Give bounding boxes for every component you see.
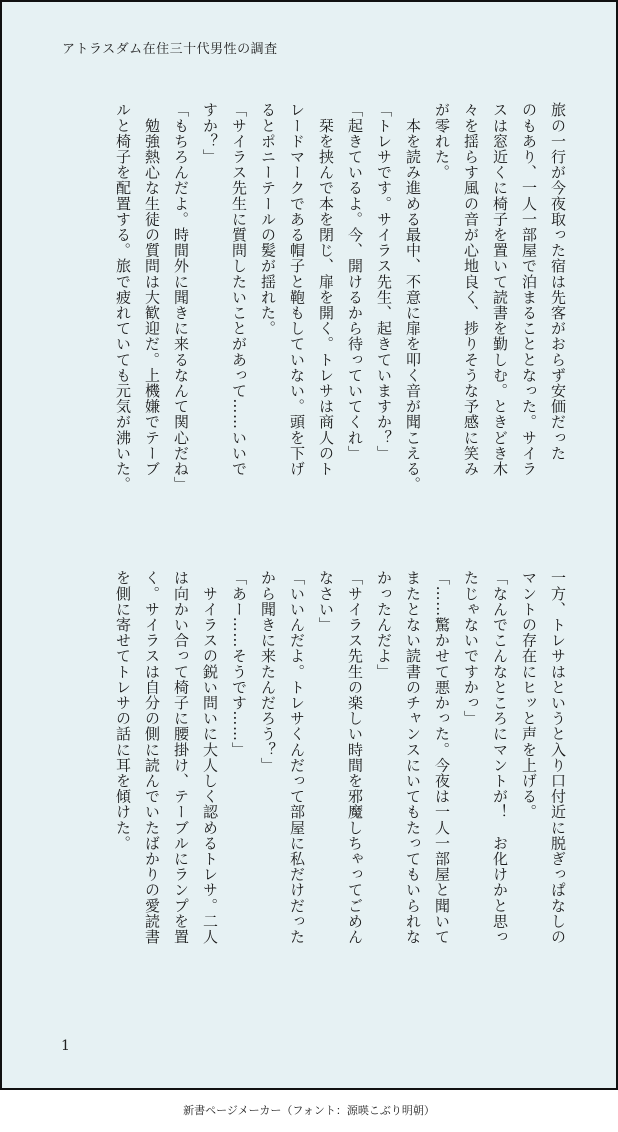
text-line: 「もちろんだよ。時間外に聞きに来るなんて関心だね」 xyxy=(172,102,190,492)
text-line: 一方、トレサはというと入り口付近に脱ぎっぱなしの xyxy=(549,570,567,945)
text-line: から聞きに来たんだろう？」 xyxy=(259,570,277,773)
text-line: 旅の一行が今夜取った宿は先客がおらず安価だった xyxy=(549,102,567,461)
text-line: レードマークである帽子と鞄もしていない。頭を下げ xyxy=(288,102,306,477)
text-line: 「サイラス先生に質問したいことがあって……いいで xyxy=(230,102,248,477)
text-line: かったんだよ」 xyxy=(375,570,393,680)
text-line: く。サイラスは自分の側に読んでいたばかりの愛読書 xyxy=(143,570,161,945)
text-line: るとポニーテールの髪が揺れた。 xyxy=(259,102,277,336)
text-line: 「あー……そうです……」 xyxy=(230,570,248,758)
text-line: すか？」 xyxy=(201,102,219,165)
text-line: スは窓近くに椅子を置いて読書を勤しむ。ときどき木 xyxy=(491,102,509,477)
text-line: サイラスの鋭い問いに大人しく認めるトレサ。二人 xyxy=(201,570,219,945)
text-line: ルと椅子を配置する。旅で疲れていても元気が沸いた。 xyxy=(114,102,132,492)
text-line: なさい」 xyxy=(317,570,335,633)
text-line: 「トレサです。サイラス先生、起きていますか？」 xyxy=(375,102,393,461)
text-line: マントの存在にヒッと声を上げる。 xyxy=(520,570,538,820)
text-line: 勉強熱心な生徒の質問は大歓迎だ。上機嫌でテーブ xyxy=(143,102,161,477)
text-line: のもあり、一人一部屋で泊まることとなった。サイラ xyxy=(520,102,538,477)
text-line: 「……驚かせて悪かった。今夜は一人一部屋と聞いて xyxy=(433,570,451,945)
text-line: 「なんでこんなところにマントが！ お化けかと思っ xyxy=(491,570,509,945)
credit-caption: 新書ページメーカー（フォント：源暎こぶり明朝） xyxy=(183,1104,435,1117)
text-block-top xyxy=(56,102,572,542)
text-line: 々を揺らす風の音が心地良く、捗りそうな予感に笑み xyxy=(462,102,480,477)
text-line: 栞を挟んで本を閉じ、扉を開く。トレサは商人のト xyxy=(317,102,335,477)
text-line: 「起きているよ。今、開けるから待っていてくれ」 xyxy=(346,102,364,461)
text-block-bottom xyxy=(86,570,572,1010)
chapter-title: アトラスダム在住三十代男性の調査 xyxy=(62,42,278,57)
text-line: 本を読み進める最中、不意に扉を叩く音が聞こえる。 xyxy=(404,102,422,492)
text-line: またとない読書のチャンスにいてもたってもいられな xyxy=(404,570,422,945)
text-line: が零れた。 xyxy=(433,102,451,180)
text-line: 「いいんだよ。トレサくんだって部屋に私だけだった xyxy=(288,570,306,945)
text-line: を側に寄せてトレサの話に耳を傾けた。 xyxy=(114,570,132,851)
text-line: たじゃないですかっ」 xyxy=(462,570,480,726)
page-number: 1 xyxy=(61,1038,70,1054)
text-line: は向かい合って椅子に腰掛け、テーブルにランプを置 xyxy=(172,570,190,945)
text-line: 「サイラス先生の楽しい時間を邪魔しちゃってごめん xyxy=(346,570,364,945)
